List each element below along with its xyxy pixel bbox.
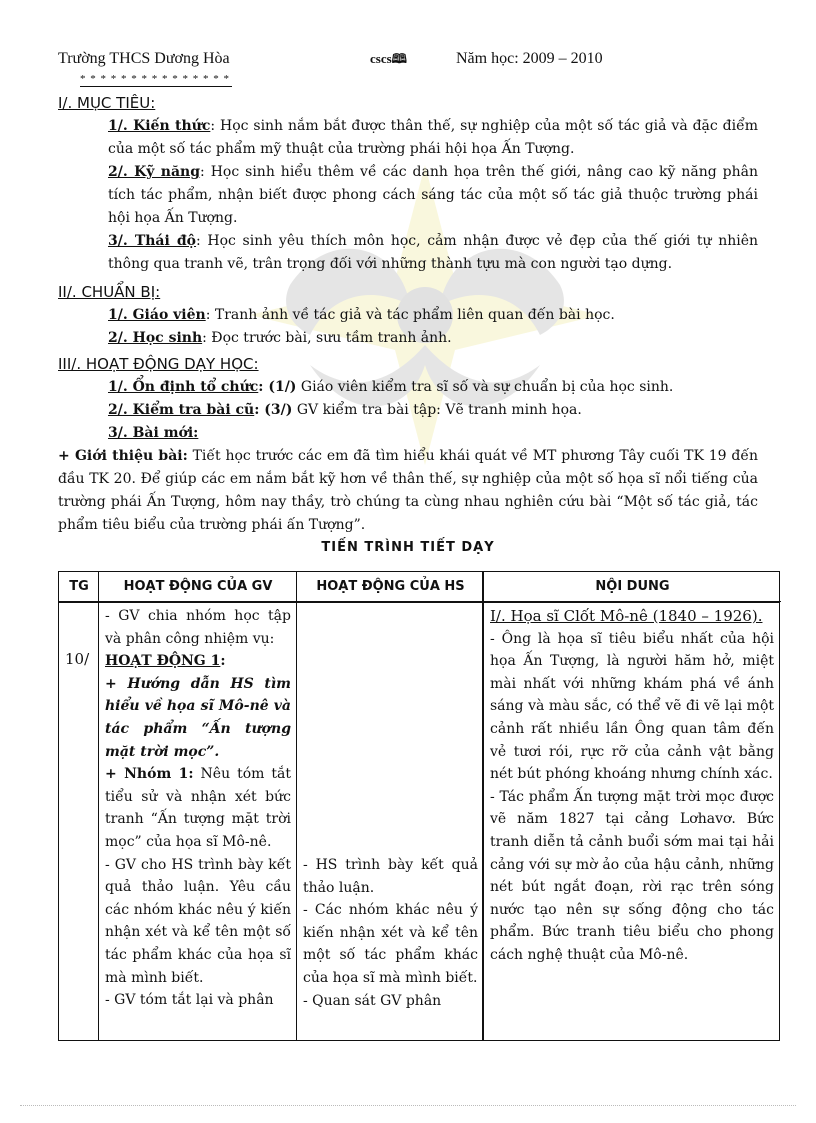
intro-label: + Giới thiệu bài:: [58, 448, 188, 464]
section-heading-preparation: II/. CHUẨN BỊ:: [58, 283, 161, 301]
lesson-table: [58, 571, 780, 1041]
section-heading-objectives: I/. MỤC TIÊU:: [58, 94, 156, 112]
teacher-text: : Tranh ảnh về tác giả và tác phẩm liên quan đến bài học.: [205, 307, 615, 323]
knowledge-label: 1/. Kiến thức: [108, 118, 211, 134]
teacher-label: 1/. Giáo viên: [108, 307, 206, 323]
teacher-cell: [105, 605, 291, 1012]
hs-paragraph: - Các nhóm khác nêu ý kiến nhận xét và kể tên một số tác phẩm khác của họa sĩ mà mình biết.: [303, 902, 478, 986]
stabilize-time: : (1/): [258, 379, 297, 395]
newlesson-label: 3/. Bài mới:: [108, 425, 199, 441]
header-divider: [59, 602, 779, 603]
hs-paragraph: - HS trình bày kết quả thảo luận.: [303, 857, 478, 896]
guide-text: + Hướng dẫn HS tìm hiểu về họa sĩ Mô-nê và tác phẩm “Ấn tượng mặt trời mọc”.: [105, 675, 291, 760]
student-cell: [303, 854, 478, 1012]
intro-text: Tiết học trước các em đã tìm hiểu khái quát về MT phương Tây cuối TK 19 đến đầu TK 20. Để giúp các em nắm bắt kỹ hơn về thân thế, sự nghiệp của một số họa sĩ nổi tiếng của trường phái Ấn Tượng, hôm nay thầy, trò chúng ta cùng nhau nghiên cứu bài “Một số tác giả, tác phẩm tiêu biểu của trường phái ấn Tượng”.: [58, 448, 758, 533]
oldlesson-label: 2/. Kiểm tra bài cũ: [108, 402, 255, 418]
gv-paragraph: - GV tóm tắt lại và phân: [105, 992, 274, 1009]
objectives-section: [58, 92, 758, 276]
activities-section: [58, 353, 758, 537]
skills-text: : Học sinh hiểu thêm về các danh họa trên thế giới, nâng cao kỹ năng phân tích tác phẩm, nhận biết được phong cách sáng tác của một số tác giả thuộc trường phái hội họa Ấn Tượng.: [108, 164, 759, 226]
oldlesson-time: : (3/): [254, 402, 293, 418]
attitude-text: : Học sinh yêu thích môn học, cảm nhận được vẻ đẹp của thế giới tự nhiên thông qua tranh vẽ, trân trọng đối với những thành tựu mà con người tạo dựng.: [108, 233, 759, 272]
header-content: NỘI DUNG: [484, 572, 781, 602]
stabilize-label: 1/. Ổn định tổ chức: [108, 379, 259, 395]
content-paragraph: - Ông là họa sĩ tiêu biểu nhất của hội họa Ấn Tượng, là người hăm hở, miệt mài nhất với những khám phá về ánh sáng và màu sắc, có thể vẽ đi vẽ lại một cảnh rất nhiều lần Ông quan tâm đến vẻ tươi rói, rực rỡ của cảnh vật bằng nét bút phóng khoáng nhưng chính xác.: [490, 630, 774, 783]
header-stars: * * * * * * * * * * * * * * *: [80, 73, 230, 85]
group-task: + Nhóm 1: Nêu tóm tắt tiểu sử và nhận xét bức tranh “Ấn tượng mặt trời mọc” của họa sĩ Mô-nê.: [105, 766, 291, 850]
attitude-label: 3/. Thái độ: [108, 233, 197, 249]
preparation-section: [58, 281, 758, 350]
hs-paragraph: - Quan sát GV phân: [303, 992, 442, 1009]
school-name: Trường THCS Dương Hòa: [58, 50, 230, 67]
header-hs: HOẠT ĐỘNG CỦA HS: [297, 572, 484, 602]
header-tg: TG: [59, 572, 99, 602]
student-text: : Đọc trước bài, sưu tầm tranh ảnh.: [202, 330, 452, 346]
section-heading-activities: III/. HOẠT ĐỘNG DẠY HỌC:: [58, 355, 259, 373]
skills-label: 2/. Kỹ năng: [108, 164, 201, 180]
gv-paragraph: - GV cho HS trình bày kết quả thảo luận. Yêu cầu các nhóm khác nêu ý kiến nhận xét và kể tên một số tác phẩm khác của họa sĩ mà mình biết.: [105, 856, 291, 986]
student-label: 2/. Học sinh: [108, 330, 203, 346]
content-title: I/. Họa sĩ Clốt Mô-nê (1840 – 1926).: [490, 607, 763, 625]
activity-heading: HOẠT ĐỘNG 1:: [105, 653, 226, 670]
content-paragraph: - Tác phẩm Ấn tượng mặt trời mọc được vẽ năm 1827 tại cảng Lơhavơ. Bức tranh diễn tả cảnh buổi sớm mai tại hải cảng với sự mờ ảo của hậu cảnh, những nét bút ngắt đoạn, rời rạc trên sóng nước tạo nên sự sống động cho tác phẩm. Bức tranh tiêu biểu cho phong cách nghệ thuật của Mô-nê.: [490, 788, 774, 963]
header-gv: HOẠT ĐỘNG CỦA GV: [99, 572, 297, 602]
knowledge-text: : Học sinh nắm bắt được thân thế, sự nghiệp của một số tác giả và đặc điểm của một số tác phẩm mỹ thuật của trường phái hội họa Ấn Tượng.: [108, 118, 758, 157]
header-ornament: cscs🕮: [370, 51, 407, 66]
time-cell: 10/: [65, 650, 90, 668]
content-cell: [490, 605, 774, 967]
progress-title: TIẾN TRÌNH TIẾT DẠY: [321, 540, 495, 555]
school-year: Năm học: 2009 – 2010: [456, 50, 603, 67]
column-time: [59, 572, 99, 1040]
page-bottom-rule: [20, 1105, 796, 1106]
page-header: [58, 50, 758, 74]
stabilize-text: Giáo viên kiểm tra sĩ số và sự chuẩn bị của học sinh.: [296, 379, 674, 395]
gv-paragraph: - GV chia nhóm học tập và phân công nhiệm vụ:: [105, 608, 291, 647]
oldlesson-text: GV kiểm tra bài tập: Vẽ tranh minh họa.: [292, 402, 582, 418]
